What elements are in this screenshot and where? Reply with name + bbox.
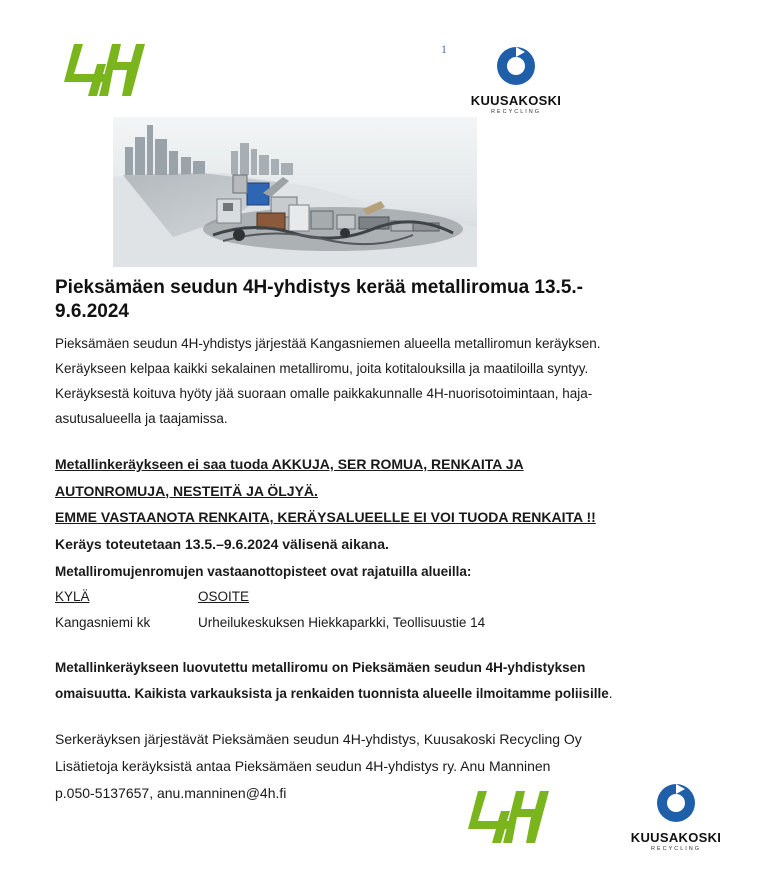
scrap-metal-image	[113, 117, 477, 267]
table-cell-address: Urheilukeskuksen Hiekkaparkki, Teollisuustie 14	[198, 615, 486, 630]
warning-line: AUTONROMUJA, NESTEITÄ JA ÖLJYÄ.	[55, 482, 318, 499]
intro-line: asutusalueella ja taajamissa.	[55, 411, 228, 426]
4h-logo-bottom	[468, 791, 552, 843]
footer-line: Lisätietoja keräyksistä antaa Pieksämäen seudun 4H-yhdistys ry. Anu Manninen	[55, 758, 551, 774]
table-header-address: OSOITE	[198, 589, 250, 604]
ownership-period: .	[608, 686, 613, 701]
intro-line: Keräyksestä koituva hyöty jää suoraan omalle paikkakunnalle 4H-nuorisotoimintaan, haja-	[55, 386, 593, 401]
table-cell-village: Kangasniemi kk	[55, 615, 151, 630]
ownership-line: omaisuutta. Kaikista varkauksista ja renkaiden tuonnista alueelle ilmoitamme poliisille	[55, 686, 609, 701]
kuusakoski-logo	[464, 44, 568, 115]
kuusakoski-sub: RECYCLING	[490, 109, 542, 115]
collection-period: Keräys toteutetaan 13.5.–9.6.2024 välisenä aikana.	[55, 536, 389, 552]
warning-line: Metallinkeräykseen ei saa tuoda AKKUJA, SER ROMUA, RENKAITA JA	[55, 456, 524, 472]
title-line-2: 9.6.2024	[55, 301, 129, 322]
4h-logo	[64, 44, 148, 96]
intro-line: Keräykseen kelpaa kaikki sekalainen metalliromu, joita kotitalouksilla ja maatiloilla syntyy.	[55, 361, 589, 376]
collection-points-intro: Metalliromujenromujen vastaanottopisteet ovat rajatuilla alueilla:	[55, 564, 472, 579]
title-line-1: Pieksämäen seudun 4H-yhdistys kerää metalliromua 13.5.-	[55, 277, 584, 298]
kuusakoski-sub: RECYCLING	[650, 846, 702, 852]
kuusakoski-ring-icon	[654, 781, 698, 825]
footer-line: Serkeräyksen järjestävät Pieksämäen seudun 4H-yhdistys, Kuusakoski Recycling Oy	[55, 731, 582, 747]
intro-line: Pieksämäen seudun 4H-yhdistys järjestää Kangasniemen alueella metalliromun keräyksen.	[55, 336, 601, 351]
intro-paragraph	[55, 331, 735, 431]
page-title	[55, 276, 715, 324]
footer-contact-details: p.050-5137657, anu.manninen@4h.fi	[55, 785, 287, 801]
kuusakoski-name: KUUSAKOSKI	[470, 93, 562, 108]
warning-notice	[55, 451, 745, 531]
page-number: 1	[441, 42, 447, 56]
kuusakoski-name: KUUSAKOSKI	[630, 830, 722, 845]
ownership-notice	[55, 655, 745, 707]
kuusakoski-logo-bottom	[624, 781, 728, 852]
ownership-line: Metallinkeräykseen luovutettu metalliromu on Pieksämäen seudun 4H-yhdistyksen	[55, 660, 586, 675]
table-header-village: KYLÄ	[55, 589, 90, 604]
kuusakoski-ring-icon	[494, 44, 538, 88]
warning-line: EMME VASTAANOTA RENKAITA, KERÄYSALUEELLE EI VOI TUODA RENKAITA !!	[55, 509, 596, 525]
footer-contact	[55, 726, 675, 807]
